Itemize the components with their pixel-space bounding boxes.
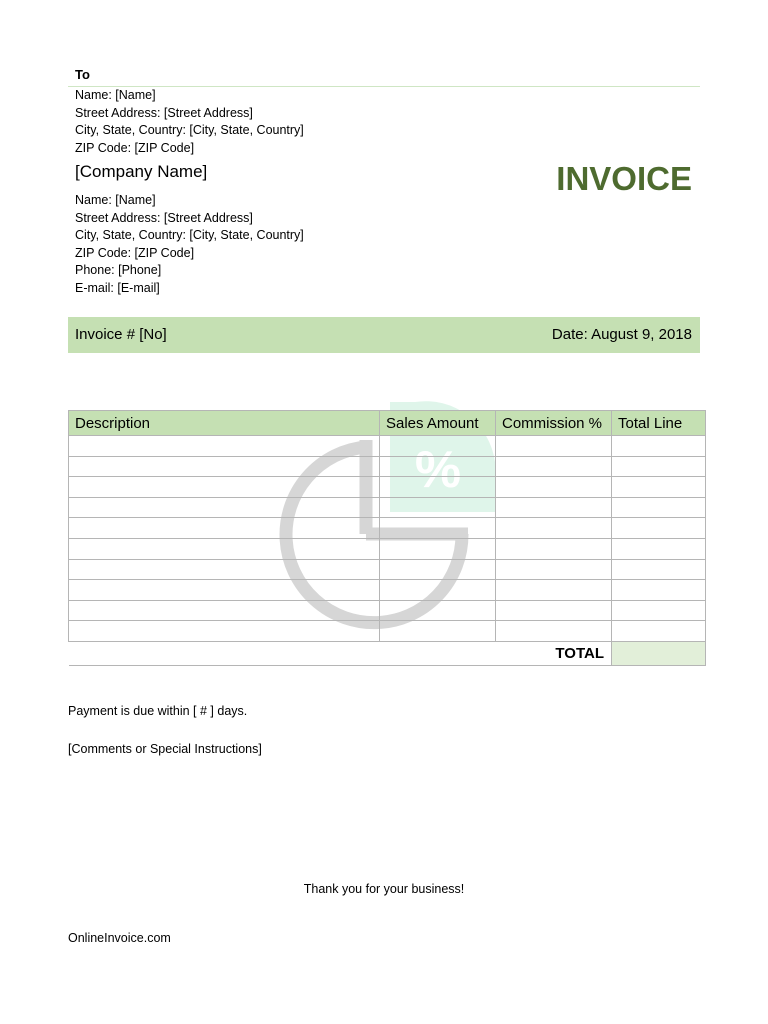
company-phone-line: Phone: [Phone]	[75, 263, 162, 278]
recipient-label: To	[75, 67, 90, 82]
sales-amount-cell[interactable]	[380, 559, 496, 580]
description-cell[interactable]	[69, 518, 380, 539]
sales-amount-cell[interactable]	[380, 518, 496, 539]
commission-cell[interactable]	[496, 456, 612, 477]
company-name: [Company Name]	[75, 162, 208, 181]
total-value-cell[interactable]	[612, 641, 706, 665]
description-cell[interactable]	[69, 477, 380, 498]
header-sales-amount: Sales Amount	[380, 411, 496, 436]
commission-cell[interactable]	[496, 600, 612, 621]
company-email-line: E-mail: [E-mail]	[75, 280, 160, 295]
description-cell[interactable]	[69, 580, 380, 601]
invoice-title: INVOICE	[556, 160, 692, 197]
comments-text: [Comments or Special Instructions]	[68, 742, 262, 756]
commission-cell[interactable]	[496, 436, 612, 457]
line-items-table	[68, 410, 706, 666]
table-row	[69, 456, 706, 477]
table-row	[69, 600, 706, 621]
total-line-cell[interactable]	[612, 600, 706, 621]
company-zip-line: ZIP Code: [ZIP Code]	[75, 245, 195, 260]
recipient-address	[75, 87, 304, 157]
total-line-cell[interactable]	[612, 559, 706, 580]
description-cell[interactable]	[69, 621, 380, 642]
total-row-spacer	[380, 641, 496, 665]
commission-cell[interactable]	[496, 621, 612, 642]
description-cell[interactable]	[69, 600, 380, 621]
table-row	[69, 518, 706, 539]
table-body	[69, 436, 706, 642]
table-row	[69, 559, 706, 580]
description-cell[interactable]	[69, 559, 380, 580]
description-cell[interactable]	[69, 436, 380, 457]
recipient-street-line: Street Address: [Street Address]	[75, 105, 253, 120]
total-line-cell[interactable]	[612, 580, 706, 601]
commission-cell[interactable]	[496, 580, 612, 601]
total-line-cell[interactable]	[612, 497, 706, 518]
payment-terms: Payment is due within [ # ] days.	[68, 704, 248, 718]
sales-amount-cell[interactable]	[380, 497, 496, 518]
sales-amount-cell[interactable]	[380, 580, 496, 601]
recipient-name-line: Name: [Name]	[75, 88, 156, 102]
commission-cell[interactable]	[496, 497, 612, 518]
total-line-cell[interactable]	[612, 477, 706, 498]
sales-amount-cell[interactable]	[380, 436, 496, 457]
company-city-line: City, State, Country: [City, State, Country]	[75, 228, 304, 243]
sales-amount-cell[interactable]	[380, 456, 496, 477]
sales-amount-cell[interactable]	[380, 600, 496, 621]
total-line-cell[interactable]	[612, 518, 706, 539]
table-row	[69, 538, 706, 559]
invoice-info-bar	[68, 317, 700, 353]
commission-cell[interactable]	[496, 559, 612, 580]
thank-you-note: Thank you for your business!	[303, 882, 465, 896]
total-line-cell[interactable]	[612, 538, 706, 559]
total-line-cell[interactable]	[612, 621, 706, 642]
total-line-cell[interactable]	[612, 436, 706, 457]
invoice-date: Date: August 9, 2018	[551, 326, 692, 343]
recipient-zip-line: ZIP Code: [ZIP Code]	[75, 140, 195, 155]
table-row	[69, 477, 706, 498]
header-total-line: Total Line	[612, 411, 706, 436]
commission-cell[interactable]	[496, 538, 612, 559]
total-row-spacer	[69, 641, 380, 665]
total-row	[69, 641, 706, 665]
total-label: TOTAL	[496, 641, 612, 665]
table-row	[69, 580, 706, 601]
header-description: Description	[69, 411, 380, 436]
table-row	[69, 436, 706, 457]
header-commission: Commission %	[496, 411, 612, 436]
company-name-line: Name: [Name]	[75, 193, 156, 207]
commission-cell[interactable]	[496, 477, 612, 498]
description-cell[interactable]	[69, 497, 380, 518]
recipient-city-line: City, State, Country: [City, State, Country]	[75, 123, 304, 138]
invoice-number: Invoice # [No]	[75, 326, 167, 343]
table-header-row	[69, 411, 706, 436]
company-address	[75, 192, 304, 298]
sales-amount-cell[interactable]	[380, 621, 496, 642]
sales-amount-cell[interactable]	[380, 477, 496, 498]
description-cell[interactable]	[69, 456, 380, 477]
commission-cell[interactable]	[496, 518, 612, 539]
footer-brand: OnlineInvoice.com	[68, 931, 171, 945]
description-cell[interactable]	[69, 538, 380, 559]
table-row	[69, 621, 706, 642]
company-street-line: Street Address: [Street Address]	[75, 210, 253, 225]
total-line-cell[interactable]	[612, 456, 706, 477]
sales-amount-cell[interactable]	[380, 538, 496, 559]
table-row	[69, 497, 706, 518]
svg-text:%: %	[414, 441, 462, 499]
